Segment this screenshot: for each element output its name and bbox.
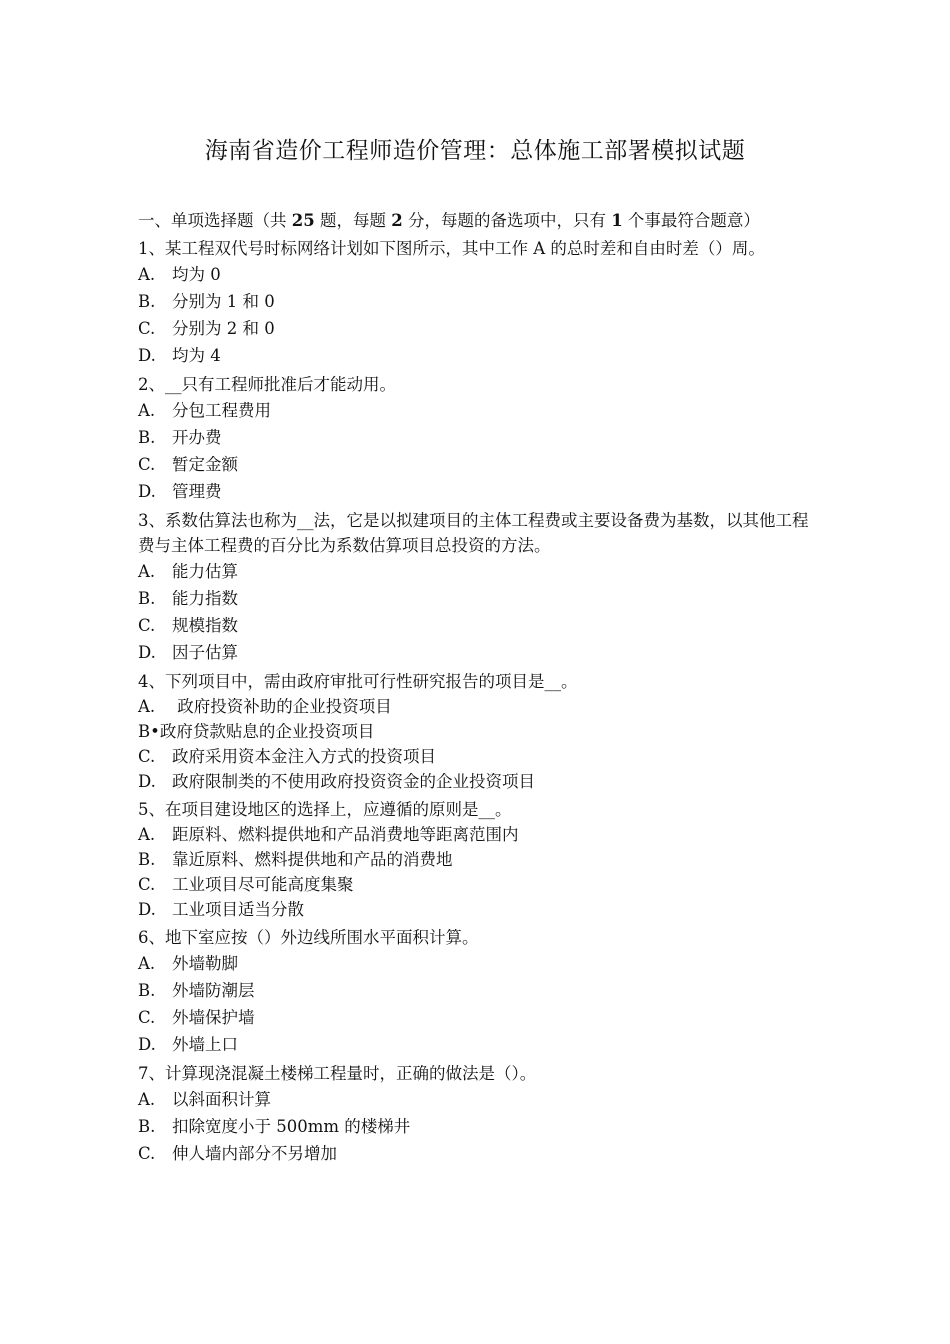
question-6 [138,925,818,1058]
option-key: A. [138,265,156,284]
option-d [138,478,818,505]
section-heading-text: 一、单项选择题（共 [138,211,292,230]
option-text: 暂定金额 [172,455,238,474]
option-a [138,1086,818,1113]
option-c [138,744,818,769]
question-stem: 5、在项目建设地区的选择上，应遵循的原则是__。 [138,800,512,819]
option-text: 距原料、燃料提供地和产品消费地等距离范围内 [172,825,519,844]
option-key: A. [138,697,156,716]
option-text: 政府投资补助的企业投资项目 [172,697,392,716]
document-title: 海南省造价工程师造价管理：总体施工部署模拟试题 [204,138,746,164]
option-a [138,950,818,977]
option-key: C. [138,616,156,635]
option-a [138,261,818,288]
option-b [138,288,818,315]
option-text: 外墙勒脚 [172,954,238,973]
option-a [138,397,818,424]
section-heading-text: 题，每题 [314,211,392,230]
option-d [138,639,818,666]
question-4 [138,669,818,794]
section-heading [138,208,818,233]
option-text: 以斜面积计算 [172,1090,271,1109]
option-text: 分包工程费用 [172,401,271,420]
option-key: A. [138,825,156,844]
option-text: 开办费 [172,428,222,447]
option-text: 工业项目适当分散 [172,900,304,919]
option-text: 管理费 [172,482,222,501]
option-a [138,694,818,719]
option-b [138,977,818,1004]
option-c [138,451,818,478]
option-text: 政府限制类的不使用政府投资资金的企业投资项目 [172,772,535,791]
option-key: D. [138,900,156,919]
option-key: A. [138,1090,156,1109]
option-key: D. [138,643,156,662]
option-key: B. [138,589,156,608]
option-text: 靠近原料、燃料提供地和产品的消费地 [172,850,453,869]
option-key: C. [138,455,156,474]
option-text: 均为 4 [172,346,221,365]
option-key: D. [138,772,156,791]
option-text: 政府贷款贴息的企业投资项目 [159,722,375,741]
question-count: 25 [291,211,315,230]
question-stem: 2、__只有工程师批准后才能动用。 [138,375,396,394]
option-b [138,424,818,451]
section-heading-text: 分，每题的备选项中，只有 [402,211,612,230]
option-key: B• [138,722,160,741]
option-b [138,585,818,612]
option-b [138,1113,818,1140]
option-b [138,847,818,872]
section-heading-text: 个事最符合题意） [622,211,760,230]
option-a [138,822,818,847]
option-key: A. [138,401,156,420]
question-5 [138,797,818,922]
option-key: D. [138,482,156,501]
option-key: B. [138,981,156,1000]
document-body [138,208,818,1167]
option-key: C. [138,319,156,338]
option-key: C. [138,875,156,894]
option-text: 因子估算 [172,643,238,662]
option-text: 工业项目尽可能高度集聚 [172,875,354,894]
option-text: 伸人墙内部分不另增加 [172,1144,337,1163]
option-text: 政府采用资本金注入方式的投资项目 [172,747,436,766]
option-text: 均为 0 [172,265,221,284]
question-7 [138,1061,818,1167]
correct-option-count: 1 [611,211,623,230]
option-key: A. [138,954,156,973]
points-per-question: 2 [391,211,403,230]
option-d [138,769,818,794]
option-key: B. [138,428,156,447]
option-key: D. [138,1035,156,1054]
option-a [138,558,818,585]
option-d [138,1031,818,1058]
option-key: C. [138,747,156,766]
option-d [138,342,818,369]
option-text: 外墙上口 [172,1035,238,1054]
option-key: A. [138,562,156,581]
question-stem: 7、计算现浇混凝土楼梯工程量时，正确的做法是（）。 [138,1064,537,1083]
question-2 [138,372,818,505]
question-stem: 1、某工程双代号时标网络计划如下图所示，其中工作 A 的总时差和自由时差（）周。 [138,239,765,258]
question-3 [138,508,818,666]
option-key: B. [138,292,156,311]
option-d [138,897,818,922]
option-key: B. [138,850,156,869]
option-c [138,612,818,639]
option-text: 能力估算 [172,562,238,581]
question-stem: 4、下列项目中，需由政府审批可行性研究报告的项目是__。 [138,672,578,691]
option-key: D. [138,346,156,365]
option-text: 分别为 2 和 0 [172,319,275,338]
option-c [138,872,818,897]
option-c [138,1140,818,1167]
option-text: 分别为 1 和 0 [172,292,275,311]
option-text: 能力指数 [172,589,238,608]
question-stem: 6、地下室应按（）外边线所围水平面积计算。 [138,928,479,947]
option-key: B. [138,1117,156,1136]
option-key: C. [138,1144,156,1163]
option-c [138,315,818,342]
option-text: 扣除宽度小于 500mm 的楼梯井 [172,1117,411,1136]
option-b [138,719,818,744]
question-1 [138,236,818,369]
option-key: C. [138,1008,156,1027]
option-text: 外墙保护墙 [172,1008,255,1027]
option-text: 规模指数 [172,616,238,635]
option-text: 外墙防潮层 [172,981,255,1000]
option-c [138,1004,818,1031]
question-stem: 3、系数估算法也称为__法，它是以拟建项目的主体工程费或主要设备费为基数，以其他工程费与主体工程费的百分比为系数估算项目总投资的方法。 [138,511,809,555]
